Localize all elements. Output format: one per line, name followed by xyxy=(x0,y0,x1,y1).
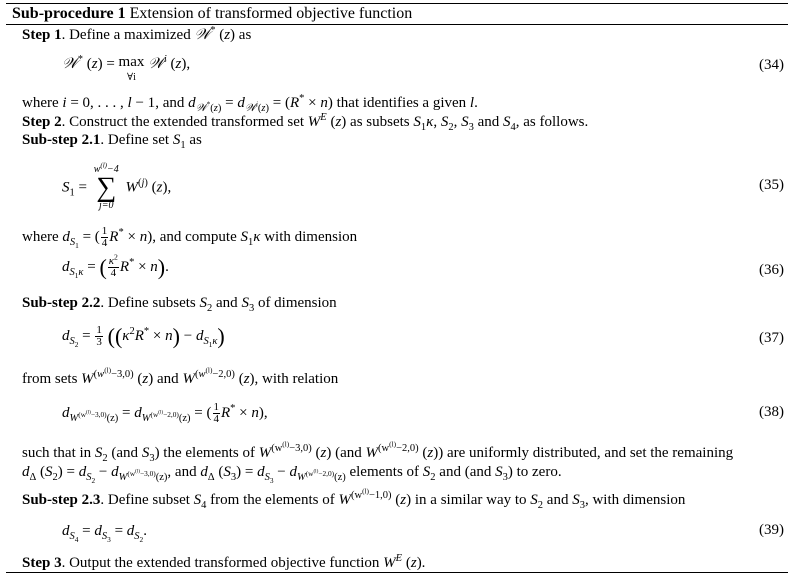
max-operator: max xyxy=(118,54,145,70)
sub23-label: Sub-step 2.3 xyxy=(22,492,101,508)
step1-text: . Define a maximized xyxy=(61,27,195,43)
top-rule xyxy=(6,3,788,4)
such2-line: $d_\Delta$ $(S_2) = d_{S_2} - d_{W^{(w^{(l)}-3,0)}(z)}$, and $d_\Delta$ $(S_3) = d_{S_3} - d_{W^{(w^{(l)}-2,0)}(z)}$ elements of $S_2$ and (and $S_3$) to zero. xyxy=(22,464,562,486)
from-line: from sets $W^{(w^{(l)}-3,0)}$ (z) and $W^{(w^{(l)}-2,0)}$ (z), with relation xyxy=(22,365,339,387)
such2-e: ) to zero. xyxy=(507,464,562,480)
procedure-title xyxy=(12,5,412,23)
such1-a: such that in xyxy=(22,445,95,461)
sub22-label: Sub-step 2.2 xyxy=(22,295,101,311)
such1-c: ) the elements of xyxy=(154,445,259,461)
such1-e: ) are uniformly distributed, and set the remaining xyxy=(438,445,734,461)
max-subscript: ∀i xyxy=(127,72,136,83)
procedure-text: Extension of transformed objective function xyxy=(129,5,413,22)
where2-b: , and compute xyxy=(152,228,241,245)
eq38: $d_{W^{(w^{(l)}-3,0)}(z)} = d_{W^{(w^{(l)}-2,0)}(z)}$ = ( $\frac{1}{4}$ R* × n), xyxy=(62,401,268,426)
step1-line: Step 1. Define a maximized 𝒲* (z) as xyxy=(22,25,252,43)
step2-c: , as follows. xyxy=(515,114,589,130)
sub23-line: Sub-step 2.3. Define subset $S_4$ from the elements of $W^{(w^{(l)}-1,0)}$ (z) in a similar way to $S_2$ and $S_3$, with dimension xyxy=(22,486,686,511)
step3-line: Step 3. Output the extended transformed objective function $W^E$ (z). xyxy=(22,553,426,571)
where2-a: where xyxy=(22,228,63,245)
such2-d: and (and xyxy=(435,464,496,480)
step2-line: Step 2. Construct the extended transformed set $W^E$ (z) as subsets $S_1\kappa$, $S_2$, $S_3$ and $S_4$, as follows. xyxy=(22,112,589,133)
eq37: $d_{S_2}$ = $\frac{1}{3}$ $((\kappa^2R^* \times n) - d_{S_1\kappa})$ xyxy=(62,323,225,350)
such2-c: elements of xyxy=(345,464,423,480)
from-c: , with relation xyxy=(254,371,339,387)
sub23-b: from the elements of xyxy=(206,492,339,508)
where2-c: with dimension xyxy=(260,228,358,245)
eq35: $S_1$ = $w^{(l)}-4$ ∑ j=0 $W^{(j)}$ (z), xyxy=(62,161,172,211)
sub22-b: and xyxy=(212,295,242,311)
where1-l: l xyxy=(469,95,475,111)
such1-d: (and xyxy=(331,445,366,461)
header-rule xyxy=(6,24,788,25)
sub21-label: Sub-step 2.1 xyxy=(22,132,101,148)
sub23-d: and xyxy=(543,492,573,508)
such2-b: , and xyxy=(167,464,201,480)
eq38-number: (38) xyxy=(759,404,784,420)
where1-a: where xyxy=(22,95,63,111)
procedure-label: Sub-procedure 1 xyxy=(12,5,126,22)
step3-text: . Output the extended transformed objective function xyxy=(61,555,384,571)
sub21-b: as xyxy=(185,132,202,148)
step2-b: as subsets xyxy=(346,114,414,130)
sub23-c: in a similar way to xyxy=(411,492,531,508)
step1-after: as xyxy=(235,27,252,43)
eq34: 𝒲* (z) = max ∀i 𝒲$^i$ (z), xyxy=(62,54,191,83)
step2-label: Step 2 xyxy=(22,114,62,130)
eq37-number: (37) xyxy=(759,330,784,346)
eq39-number: (39) xyxy=(759,522,784,538)
sub22-line: Sub-step 2.2. Define subsets $S_2$ and $S_3$ of dimension xyxy=(22,295,337,314)
step3-label: Step 3 xyxy=(22,555,62,571)
step2-text: . Construct the extended transformed set xyxy=(61,114,308,130)
eq36-number: (36) xyxy=(759,262,784,278)
sub21-line: Sub-step 2.1. Define set $S_1$ as xyxy=(22,132,202,151)
where1-line: where i = 0, . . . , l − 1, and $d_{𝒲^*(z)} = d_{𝒲^i(z)} = (R^* \times n)$ that identifies a given l. xyxy=(22,93,478,114)
from-b: and xyxy=(153,371,183,387)
such1-b: (and xyxy=(107,445,142,461)
sub23-e: , with dimension xyxy=(584,492,686,508)
sub22-c: of dimension xyxy=(254,295,337,311)
eq36: $d_{S_1\kappa}$ = ( $\frac{\kappa^2}{4}$ R* × n). xyxy=(62,252,169,281)
eq34-number: (34) xyxy=(759,57,784,73)
eq39: $d_{S_4} = d_{S_3} = d_{S_2}$. xyxy=(62,523,147,545)
from-a: from sets xyxy=(22,371,82,387)
sub22-text: . Define subsets xyxy=(100,295,200,311)
where2-line: where $d_{S_1}$ = ( $\frac{1}{4}$ R* × n), and compute $S_1\kappa$ with dimension xyxy=(22,225,358,251)
bottom-rule xyxy=(6,572,788,573)
such1-line: such that in $S_2$ (and $S_3$) the elements of $W^{(w^{(l)}-3,0)}$ (z) (and $W^{(w^{(l)}-2,0)}$ (z)) are uniformly distributed, and set the remaining xyxy=(22,439,734,464)
sub23-text: . Define subset xyxy=(100,492,194,508)
step1-label: Step 1 xyxy=(22,27,62,43)
eq35-number: (35) xyxy=(759,177,784,193)
where1-b: , and xyxy=(155,95,189,111)
sub21-text: . Define set xyxy=(100,132,173,148)
where1-c: that identifies a given xyxy=(332,95,470,111)
